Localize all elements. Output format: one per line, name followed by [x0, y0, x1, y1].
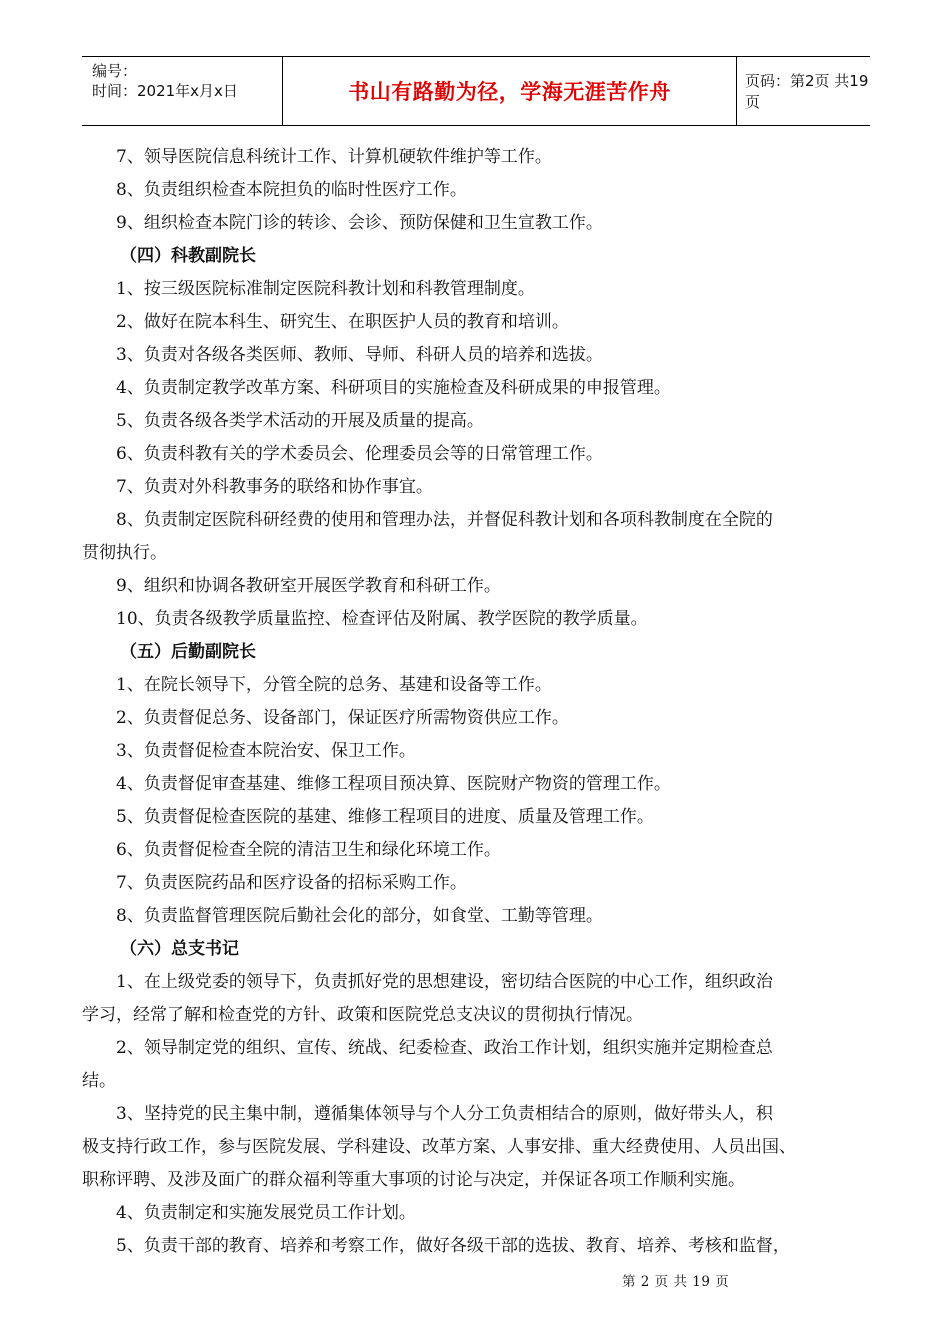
document-number-label: 编号： [92, 62, 138, 80]
page-header [82, 56, 870, 126]
paragraph-line: 5、负责督促检查医院的基建、维修工程项目的进度、质量及管理工作。 [116, 807, 654, 827]
paragraph-continuation: 学习，经常了解和检查党的方针、政策和医院党总支决议的贯彻执行情况。 [82, 1005, 643, 1025]
paragraph-continuation: 结。 [82, 1071, 116, 1091]
paragraph-line: 8、负责制定医院科研经费的使用和管理办法，并督促科教计划和各项科教制度在全院的 [116, 510, 773, 530]
paragraph-line: 10、负责各级教学质量监控、检查评估及附属、教学医院的教学质量。 [116, 609, 648, 629]
paragraph-line: 7、负责医院药品和医疗设备的招标采购工作。 [116, 873, 467, 893]
header-meta [82, 57, 282, 125]
paragraph-line: 2、做好在院本科生、研究生、在职医护人员的教育和培训。 [116, 312, 569, 332]
document-body [82, 141, 882, 1263]
header-motto: 书山有路勤为径，学海无涯苦作舟 [282, 57, 737, 125]
paragraph-line: 3、坚持党的民主集中制，遵循集体领导与个人分工负责相结合的原则，做好带头人，积 [116, 1104, 773, 1124]
paragraph-line: 4、负责督促审查基建、维修工程项目预决算、医院财产物资的管理工作。 [116, 774, 671, 794]
paragraph-line: 5、负责干部的教育、培养和考察工作，做好各级干部的选拔、教育、培养、考核和监督， [116, 1236, 790, 1256]
paragraph-line: 6、负责督促检查全院的清洁卫生和绿化环境工作。 [116, 840, 501, 860]
paragraph-line: 3、负责督促检查本院治安、保卫工作。 [116, 741, 416, 761]
paragraph-line: 4、负责制定教学改革方案、科研项目的实施检查及科研成果的申报管理。 [116, 378, 671, 398]
paragraph-line: 7、领导医院信息科统计工作、计算机硬软件维护等工作。 [116, 147, 552, 167]
paragraph-line: 9、组织检查本院门诊的转诊、会诊、预防保健和卫生宣教工作。 [116, 213, 603, 233]
paragraph-continuation: 贯彻执行。 [82, 543, 167, 563]
paragraph-line: 4、负责制定和实施发展党员工作计划。 [116, 1203, 416, 1223]
paragraph-line: 2、负责督促总务、设备部门，保证医疗所需物资供应工作。 [116, 708, 569, 728]
paragraph-line: 1、按三级医院标准制定医院科教计划和科教管理制度。 [116, 279, 535, 299]
paragraph-line: 1、在上级党委的领导下，负责抓好党的思想建设，密切结合医院的中心工作，组织政治 [116, 972, 773, 992]
paragraph-line: 8、负责监督管理医院后勤社会化的部分，如食堂、工勤等管理。 [116, 906, 603, 926]
header-page-info: 页码：第2页 共19页 [745, 72, 869, 111]
paragraph-line: 9、组织和协调各教研室开展医学教育和科研工作。 [116, 576, 501, 596]
document-time-label: 时间：2021年x月x日 [92, 82, 238, 100]
paragraph-line: 3、负责对各级各类医师、教师、导师、科研人员的培养和选拔。 [116, 345, 603, 365]
page-footer: 第 2 页 共 19 页 [622, 1274, 730, 1290]
paragraph-line: 5、负责各级各类学术活动的开展及质量的提高。 [116, 411, 484, 431]
paragraph-continuation: 极支持行政工作，参与医院发展、学科建设、改革方案、人事安排、重大经费使用、人员出国、 [82, 1137, 796, 1157]
paragraph-line: 7、负责对外科教事务的联络和协作事宜。 [116, 477, 433, 497]
section-heading: （五）后勤副院长 [120, 642, 256, 662]
paragraph-continuation: 职称评聘、及涉及面广的群众福利等重大事项的讨论与决定，并保证各项工作顺利实施。 [82, 1170, 745, 1190]
paragraph-line: 2、领导制定党的组织、宣传、统战、纪委检查、政治工作计划，组织实施并定期检查总 [116, 1038, 773, 1058]
paragraph-line: 6、负责科教有关的学术委员会、伦理委员会等的日常管理工作。 [116, 444, 603, 464]
paragraph-line: 8、负责组织检查本院担负的临时性医疗工作。 [116, 180, 467, 200]
section-heading: （四）科教副院长 [120, 246, 256, 266]
paragraph-line: 1、在院长领导下，分管全院的总务、基建和设备等工作。 [116, 675, 552, 695]
section-heading: （六）总支书记 [120, 939, 239, 959]
